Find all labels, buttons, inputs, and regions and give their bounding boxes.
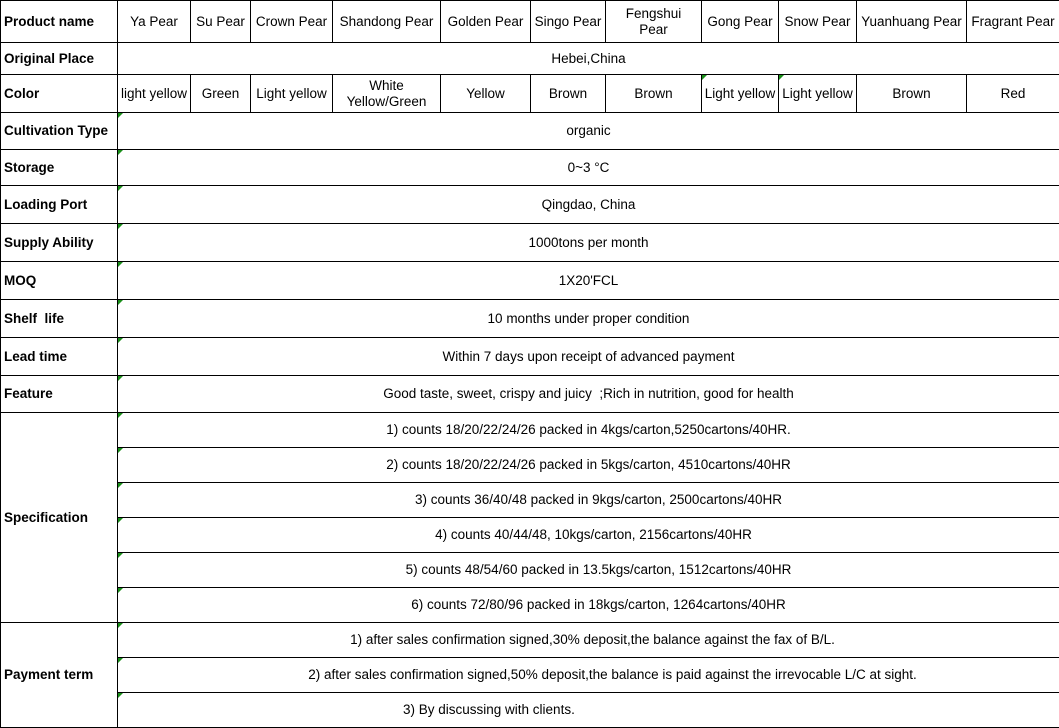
specification-line: 3) counts 36/40/48 packed in 9kgs/carton, 2500cartons/40HR: [118, 483, 1059, 518]
product-header-cell: Crown Pear: [251, 1, 333, 43]
lead-time-value: Within 7 days upon receipt of advanced payment: [118, 338, 1059, 376]
specification-row: [1, 553, 1059, 588]
payment-label: Payment term: [1, 623, 118, 728]
product-name-row: [1, 1, 1059, 43]
shelf-life-row: [1, 300, 1059, 338]
color-cell: Light yellow: [251, 75, 333, 113]
supply-row: [1, 224, 1059, 262]
specification-row: [1, 483, 1059, 518]
product-header-cell: Singo Pear: [531, 1, 606, 43]
specification-line: 5) counts 48/54/60 packed in 13.5kgs/carton, 1512cartons/40HR: [118, 553, 1059, 588]
product-header-cell: Shandong Pear: [333, 1, 441, 43]
shelf-life-label: Shelf life: [1, 300, 118, 338]
specification-row: [1, 448, 1059, 483]
payment-row: [1, 658, 1059, 693]
color-cell: Brown: [531, 75, 606, 113]
storage-label: Storage: [1, 150, 118, 186]
color-cell: Green: [191, 75, 251, 113]
feature-value: Good taste, sweet, crispy and juicy ;Rich in nutrition, good for health: [118, 376, 1059, 413]
storage-row: [1, 150, 1059, 186]
feature-label: Feature: [1, 376, 118, 413]
product-header-cell: Fengshui Pear: [606, 1, 702, 43]
cultivation-label: Cultivation Type: [1, 113, 118, 150]
product-header-cell: Snow Pear: [779, 1, 857, 43]
color-cell: light yellow: [118, 75, 191, 113]
specification-line: 2) counts 18/20/22/24/26 packed in 5kgs/carton, 4510cartons/40HR: [118, 448, 1059, 483]
original-place-value: Hebei,China: [118, 43, 1059, 75]
product-header-cell: Ya Pear: [118, 1, 191, 43]
moq-label: MOQ: [1, 262, 118, 300]
supply-value: 1000tons per month: [118, 224, 1059, 262]
specification-row: [1, 588, 1059, 623]
original-place-label: Original Place: [1, 43, 118, 75]
product-header-cell: Fragrant Pear: [967, 1, 1059, 43]
color-cell: White Yellow/Green: [333, 75, 441, 113]
product-header-cell: Golden Pear: [441, 1, 531, 43]
color-row: [1, 75, 1059, 113]
payment-line: 3) By discussing with clients.: [118, 693, 1059, 728]
color-cell: Red: [967, 75, 1059, 113]
color-cell: Light yellow: [702, 75, 779, 113]
cultivation-value: organic: [118, 113, 1059, 150]
lead-time-row: [1, 338, 1059, 376]
specification-line: 6) counts 72/80/96 packed in 18kgs/carton, 1264cartons/40HR: [118, 588, 1059, 623]
specification-row: [1, 413, 1059, 448]
color-cell: Brown: [857, 75, 967, 113]
color-cell: Brown: [606, 75, 702, 113]
loading-port-row: [1, 186, 1059, 224]
original-place-row: [1, 43, 1059, 75]
specification-label: Specification: [1, 413, 118, 623]
specification-line: 4) counts 40/44/48, 10kgs/carton, 2156cartons/40HR: [118, 518, 1059, 553]
loading-port-value: Qingdao, China: [118, 186, 1059, 224]
product-header-cell: Yuanhuang Pear: [857, 1, 967, 43]
payment-line: 1) after sales confirmation signed,30% deposit,the balance against the fax of B/L.: [118, 623, 1059, 658]
specification-line: 1) counts 18/20/22/24/26 packed in 4kgs/carton,5250cartons/40HR.: [118, 413, 1059, 448]
supply-label: Supply Ability: [1, 224, 118, 262]
product-name-label: Product name: [1, 1, 118, 43]
color-label: Color: [1, 75, 118, 113]
color-cell: Yellow: [441, 75, 531, 113]
specification-row: [1, 518, 1059, 553]
lead-time-label: Lead time: [1, 338, 118, 376]
payment-row: [1, 693, 1059, 728]
product-header-cell: Su Pear: [191, 1, 251, 43]
moq-value: 1X20'FCL: [118, 262, 1059, 300]
moq-row: [1, 262, 1059, 300]
cultivation-row: [1, 113, 1059, 150]
product-header-cell: Gong Pear: [702, 1, 779, 43]
storage-value: 0~3 °C: [118, 150, 1059, 186]
feature-row: [1, 376, 1059, 413]
payment-row: [1, 623, 1059, 658]
loading-port-label: Loading Port: [1, 186, 118, 224]
shelf-life-value: 10 months under proper condition: [118, 300, 1059, 338]
color-cell: Light yellow: [779, 75, 857, 113]
payment-line: 2) after sales confirmation signed,50% deposit,the balance is paid against the irrevocable L/C at sight.: [118, 658, 1059, 693]
